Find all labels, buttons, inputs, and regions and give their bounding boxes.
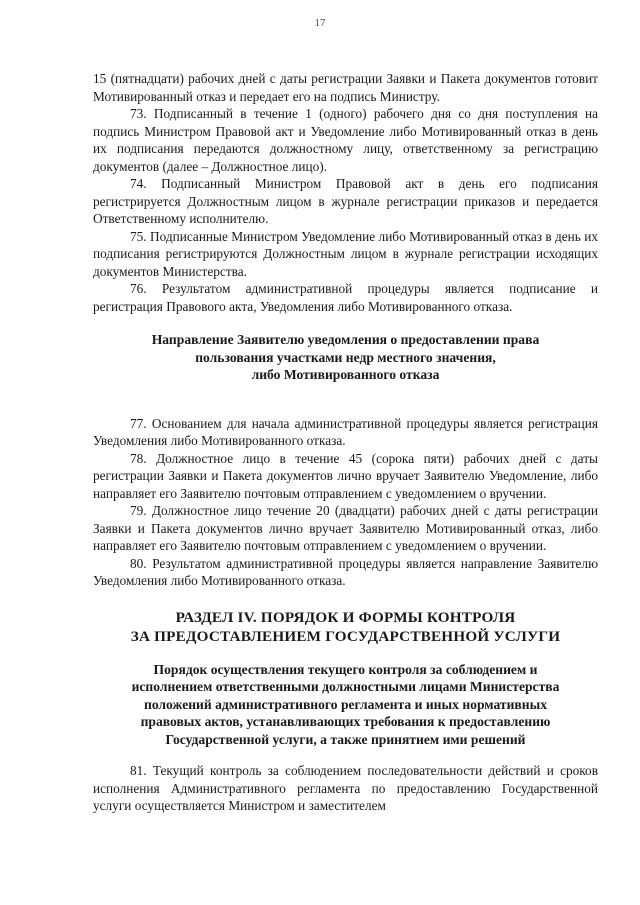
paragraph-78: 78. Должностное лицо в течение 45 (сорока пяти) рабочих дней с даты регистрации Заявки и Пакета документов лично вручает Заявителю Уведомление, либо направляет его Заявителю почтовым отправлением с уведомлением о вручении.: [93, 450, 598, 501]
paragraph-79: 79. Должностное лицо течение 20 (двадцати) рабочих дней с даты регистрации Заявки и Пакета документов лично вручает Заявителю Мотивированный отказ, либо направляет его Заявителю почтовым отправлением с уведомлением о вручении.: [93, 503, 598, 553]
heading-line: положений административного регламента и иных нормативных: [143, 696, 548, 712]
heading-line: Порядок осуществления текущего контроля за соблюдением и: [153, 661, 538, 677]
paragraph-72-continued: 15 (пятнадцати) рабочих дней с даты регистрации Заявки и Пакета документов готовит Мотивированный отказ и передает его на подпись Министру.: [93, 71, 598, 104]
document-body: [93, 70, 598, 815]
page-number: 17: [314, 17, 326, 29]
subsection-heading-control: [93, 661, 598, 749]
subsection-heading-notification: [93, 331, 598, 384]
heading-line: либо Мотивированного отказа: [251, 367, 440, 382]
paragraph-74: 74. Подписанный Министром Правовой акт в день его подписания регистрируется Должностным лицом в журнале регистрации приказов и передается Ответственному исполнителю.: [93, 176, 598, 226]
paragraph-81: 81. Текущий контроль за соблюдением последовательности действий и сроков исполнения Административного регламента по предоставлению Государственной услуги осуществляется Министром и заместителем: [93, 763, 598, 813]
heading-line: пользования участками недр местного значения,: [195, 349, 496, 365]
paragraph-73: 73. Подписанный в течение 1 (одного) рабочего дня со дня поступления на подпись Министром Правовой акт и Уведомление либо Мотивированный отказ в день их подписания передаются должностному лицу, ответственному за регистрацию документов (далее – Должностное лицо).: [93, 106, 598, 174]
section-heading-iv: [93, 608, 598, 646]
paragraph-77: 77. Основанием для начала административной процедуры является регистрация Уведомления либо Мотивированного отказа.: [93, 415, 598, 448]
section-heading-line: РАЗДЕЛ IV. ПОРЯДОК И ФОРМЫ КОНТРОЛЯ: [175, 608, 516, 626]
heading-line: Направление Заявителю уведомления о предоставлении права: [151, 332, 540, 347]
section-heading-line: ЗА ПРЕДОСТАВЛЕНИЕМ ГОСУДАРСТВЕННОЙ УСЛУГИ: [130, 627, 561, 645]
heading-line: Государственной услуги, а также принятием ими решений: [165, 731, 526, 747]
heading-line: исполнением ответственными должностными лицами Министерства: [131, 679, 560, 694]
paragraph-75: 75. Подписанные Министром Уведомление либо Мотивированный отказ в день их подписания регистрируются Должностным лицом в журнале регистрации исходящих документов Министерства.: [93, 228, 598, 279]
paragraph-80: 80. Результатом административной процедуры является направление Заявителю Уведомления либо Мотивированного отказа.: [93, 555, 598, 588]
heading-line: правовых актов, устанавливающих требования к предоставлению: [140, 714, 551, 729]
paragraph-76: 76. Результатом административной процедуры является подписание и регистрация Правового акта, Уведомления либо Мотивированного отказа.: [93, 281, 598, 314]
